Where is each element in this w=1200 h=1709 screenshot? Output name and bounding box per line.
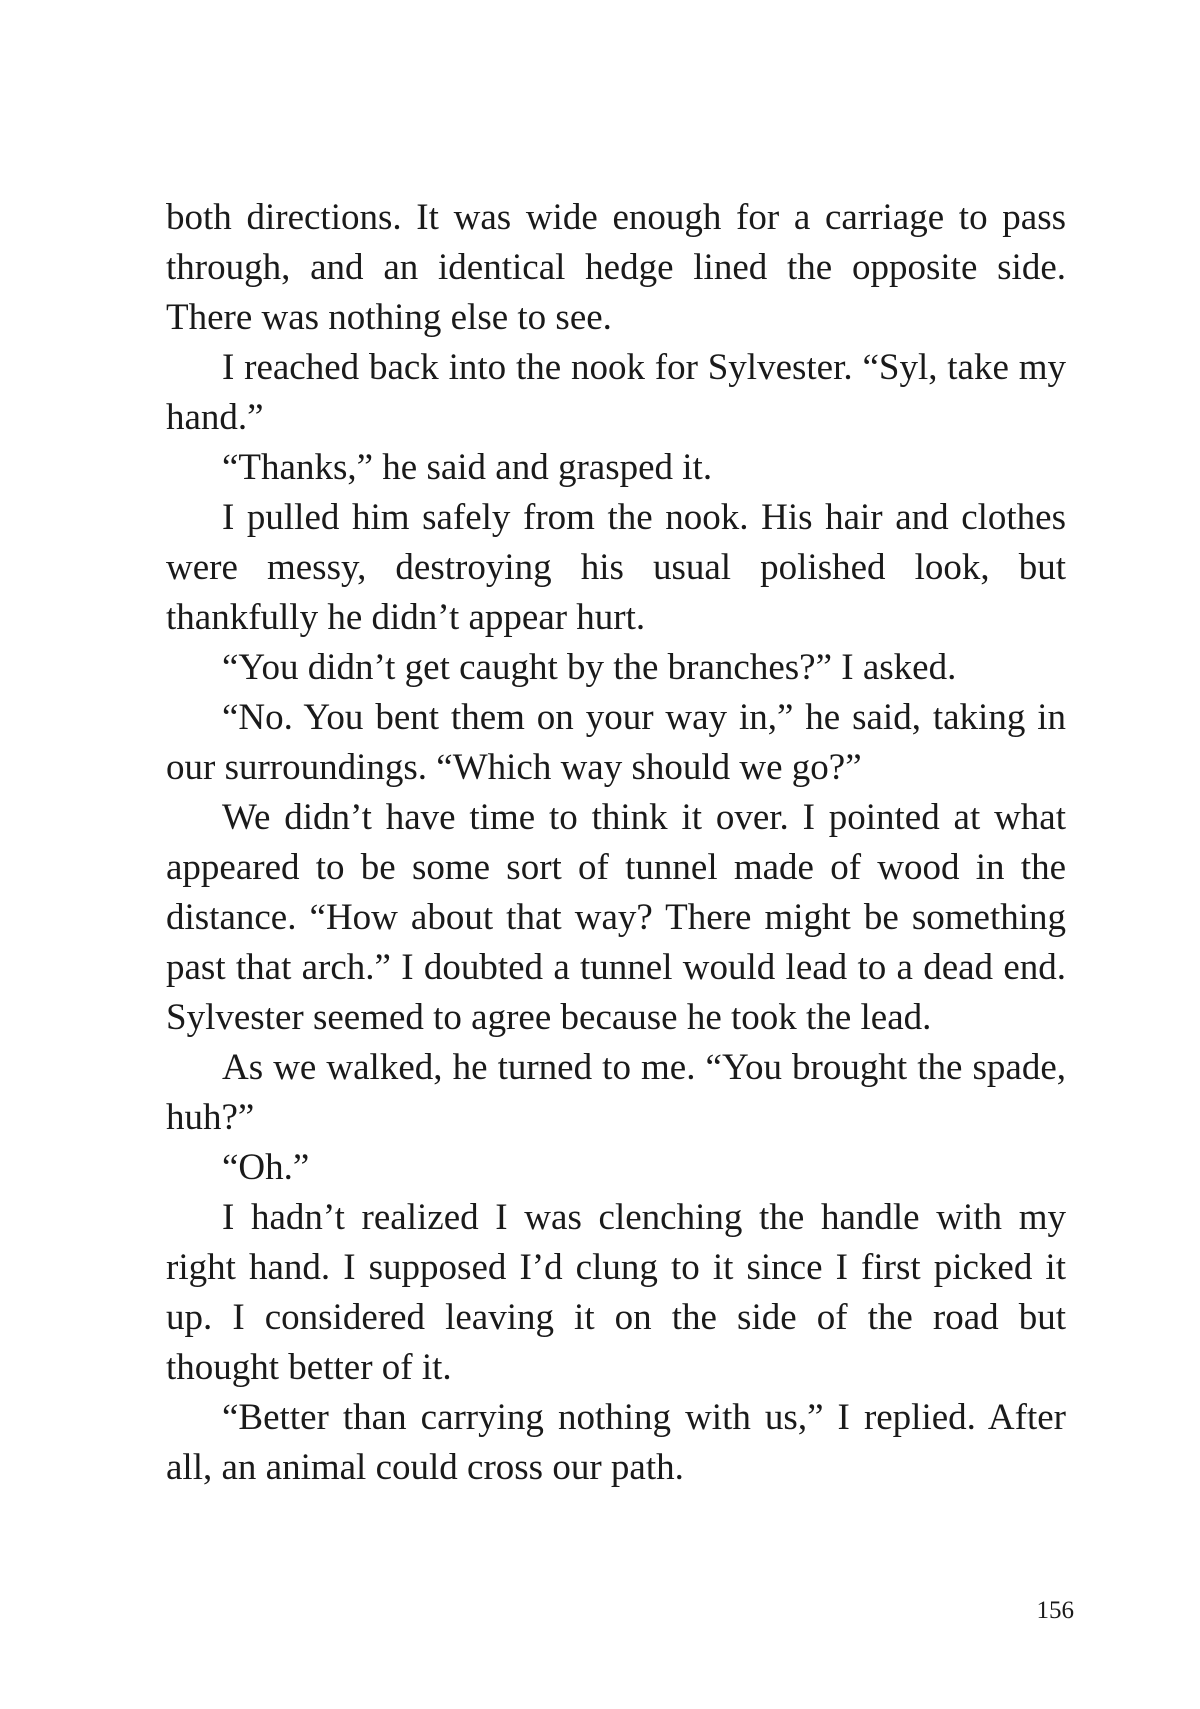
paragraph: As we walked, he turned to me. “You brought the spade, huh?” xyxy=(166,1047,1066,1138)
paragraph: “Oh.” xyxy=(222,1147,310,1188)
page-number: 156 xyxy=(1036,1597,1074,1624)
paragraph: “You didn’t get caught by the branches?” I asked. xyxy=(222,647,957,688)
paragraph: “No. You bent them on your way in,” he said, taking in our surroundings. “Which way should we go?” xyxy=(166,697,1066,788)
body-text xyxy=(166,193,1066,1493)
paragraph: We didn’t have time to think it over. I pointed at what appeared to be some sort of tunnel made of wood in the distance. “How about that way? There might be something past that arch.” I doubted a tunnel would lead to a dead end. Sylvester seemed to agree because he took the lead. xyxy=(166,797,1066,1038)
paragraph: I hadn’t realized I was clenching the handle with my right hand. I supposed I’d clung to it since I first picked it up. I considered leaving it on the side of the road but thought better of it. xyxy=(166,1197,1066,1388)
paragraph: I reached back into the nook for Sylvester. “Syl, take my hand.” xyxy=(166,347,1066,438)
paragraph: “Better than carrying nothing with us,” I replied. After all, an animal could cross our path. xyxy=(166,1397,1066,1488)
paragraph: both directions. It was wide enough for a carriage to pass through, and an identical hedge lined the opposite side. There was nothing else to see. xyxy=(166,197,1066,338)
paragraph: “Thanks,” he said and grasped it. xyxy=(222,447,713,488)
paragraph: I pulled him safely from the nook. His hair and clothes were messy, destroying his usual polished look, but thankfully he didn’t appear hurt. xyxy=(166,497,1066,638)
